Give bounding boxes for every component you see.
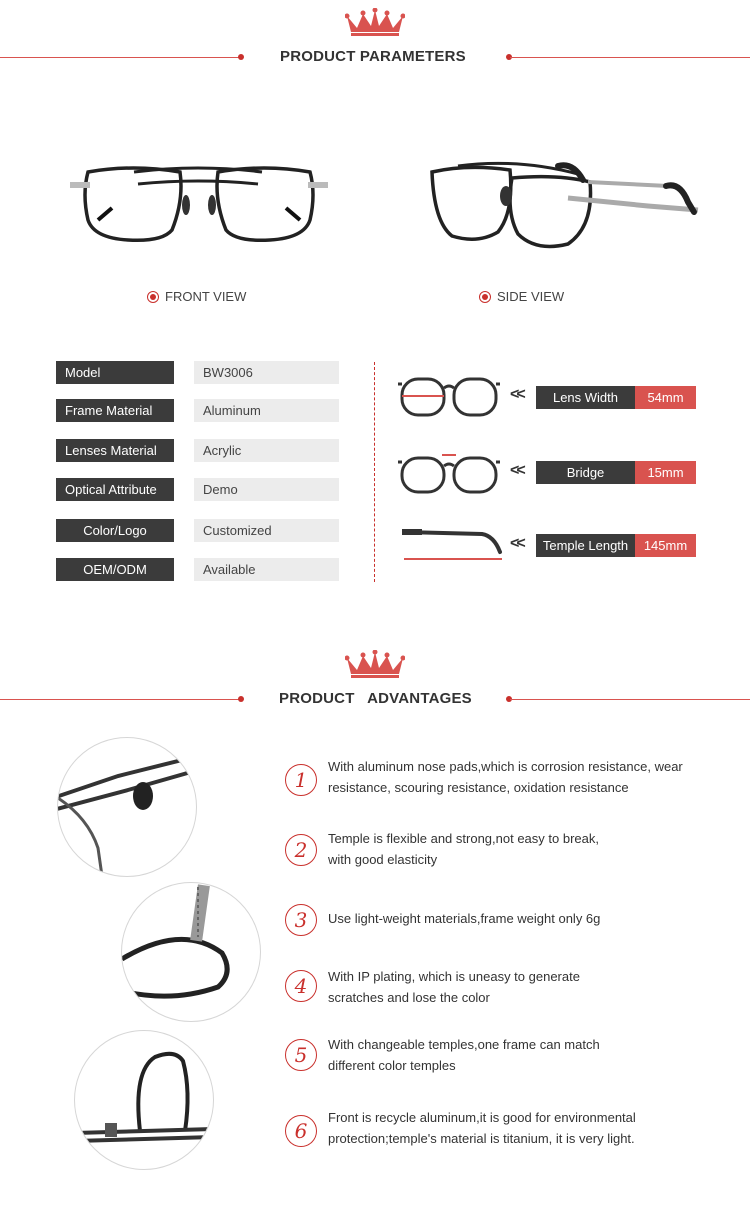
spec-key: OEM/ODM: [56, 558, 174, 581]
divider-dot: [238, 696, 244, 702]
advantage-text: [328, 828, 708, 870]
number-badge: 1: [285, 764, 317, 796]
advantage-line: With changeable temples,one frame can match: [328, 1037, 600, 1052]
dimension-label: Temple Length: [536, 534, 635, 557]
double-chevron-left-icon: <<: [510, 462, 523, 479]
dimension-label: Bridge: [536, 461, 635, 484]
spec-value: Demo: [194, 478, 339, 501]
front-view-glasses-image: [68, 150, 330, 250]
spec-key: Model: [56, 361, 174, 384]
side-view-text: SIDE VIEW: [497, 289, 565, 304]
front-view-text: FRONT VIEW: [165, 289, 247, 304]
side-view-label: [479, 289, 564, 304]
spec-key: Optical Attribute: [56, 478, 174, 501]
lens-width-diagram: [398, 374, 500, 420]
advantage-text: [328, 1034, 708, 1076]
section-title-advantages: PRODUCT ADVANTAGES: [279, 690, 472, 707]
spec-key: Color/Logo: [56, 519, 174, 542]
spec-key: Lenses Material: [56, 439, 174, 462]
section-title-parameters: PRODUCT PARAMETERS: [280, 48, 466, 65]
radio-bullet-icon: [147, 291, 159, 303]
temple-length-diagram: [402, 526, 504, 562]
side-view-glasses-image: [418, 152, 708, 257]
nose-pad-detail-image: [57, 737, 197, 877]
double-chevron-left-icon: <<: [510, 386, 523, 403]
advantage-text: [328, 966, 708, 1008]
advantage-line: with good elasticity: [328, 852, 438, 867]
advantage-line: With aluminum nose pads,which is corrosion resistance, wear: [328, 759, 683, 774]
advantage-line: Temple is flexible and strong,not easy to break,: [328, 831, 599, 846]
temple-hinge-detail-image: [121, 882, 261, 1022]
advantage-line: different color temples: [328, 1058, 456, 1073]
spec-value: Acrylic: [194, 439, 339, 462]
spec-value: Customized: [194, 519, 339, 542]
spec-value: Available: [194, 558, 339, 581]
number-badge: 6: [285, 1115, 317, 1147]
spec-value: Aluminum: [194, 399, 339, 422]
divider-dot: [238, 54, 244, 60]
advantage-line: Front is recycle aluminum,it is good for environmental: [328, 1110, 636, 1125]
divider-right: [510, 699, 750, 700]
frame-detail-image: [74, 1030, 214, 1170]
number-badge: 2: [285, 834, 317, 866]
radio-bullet-icon: [479, 291, 491, 303]
crown-icon: [345, 8, 405, 36]
divider-left: [0, 57, 240, 58]
advantage-text: [328, 908, 708, 929]
advantage-text: [328, 756, 708, 798]
front-view-label: [147, 289, 246, 304]
number-badge: 4: [285, 970, 317, 1002]
dimension-value: 54mm: [635, 386, 696, 409]
bridge-diagram: [398, 452, 500, 496]
spec-value: BW3006: [194, 361, 339, 384]
advantage-line: Use light-weight materials,frame weight only 6g: [328, 911, 601, 926]
advantage-text: [328, 1107, 708, 1149]
spec-key: Frame Material: [56, 399, 174, 422]
dashed-separator: [374, 362, 375, 582]
dimension-label: Lens Width: [536, 386, 635, 409]
divider-right: [510, 57, 750, 58]
number-badge: 3: [285, 904, 317, 936]
advantage-line: scratches and lose the color: [328, 990, 490, 1005]
crown-icon: [345, 650, 405, 678]
advantage-line: resistance, scouring resistance, oxidation resistance: [328, 780, 629, 795]
advantage-line: protection;temple's material is titanium, it is very light.: [328, 1131, 635, 1146]
divider-left: [0, 699, 240, 700]
dimension-value: 15mm: [635, 461, 696, 484]
double-chevron-left-icon: <<: [510, 535, 523, 552]
dimension-value: 145mm: [635, 534, 696, 557]
number-badge: 5: [285, 1039, 317, 1071]
advantage-line: With IP plating, which is uneasy to generate: [328, 969, 580, 984]
